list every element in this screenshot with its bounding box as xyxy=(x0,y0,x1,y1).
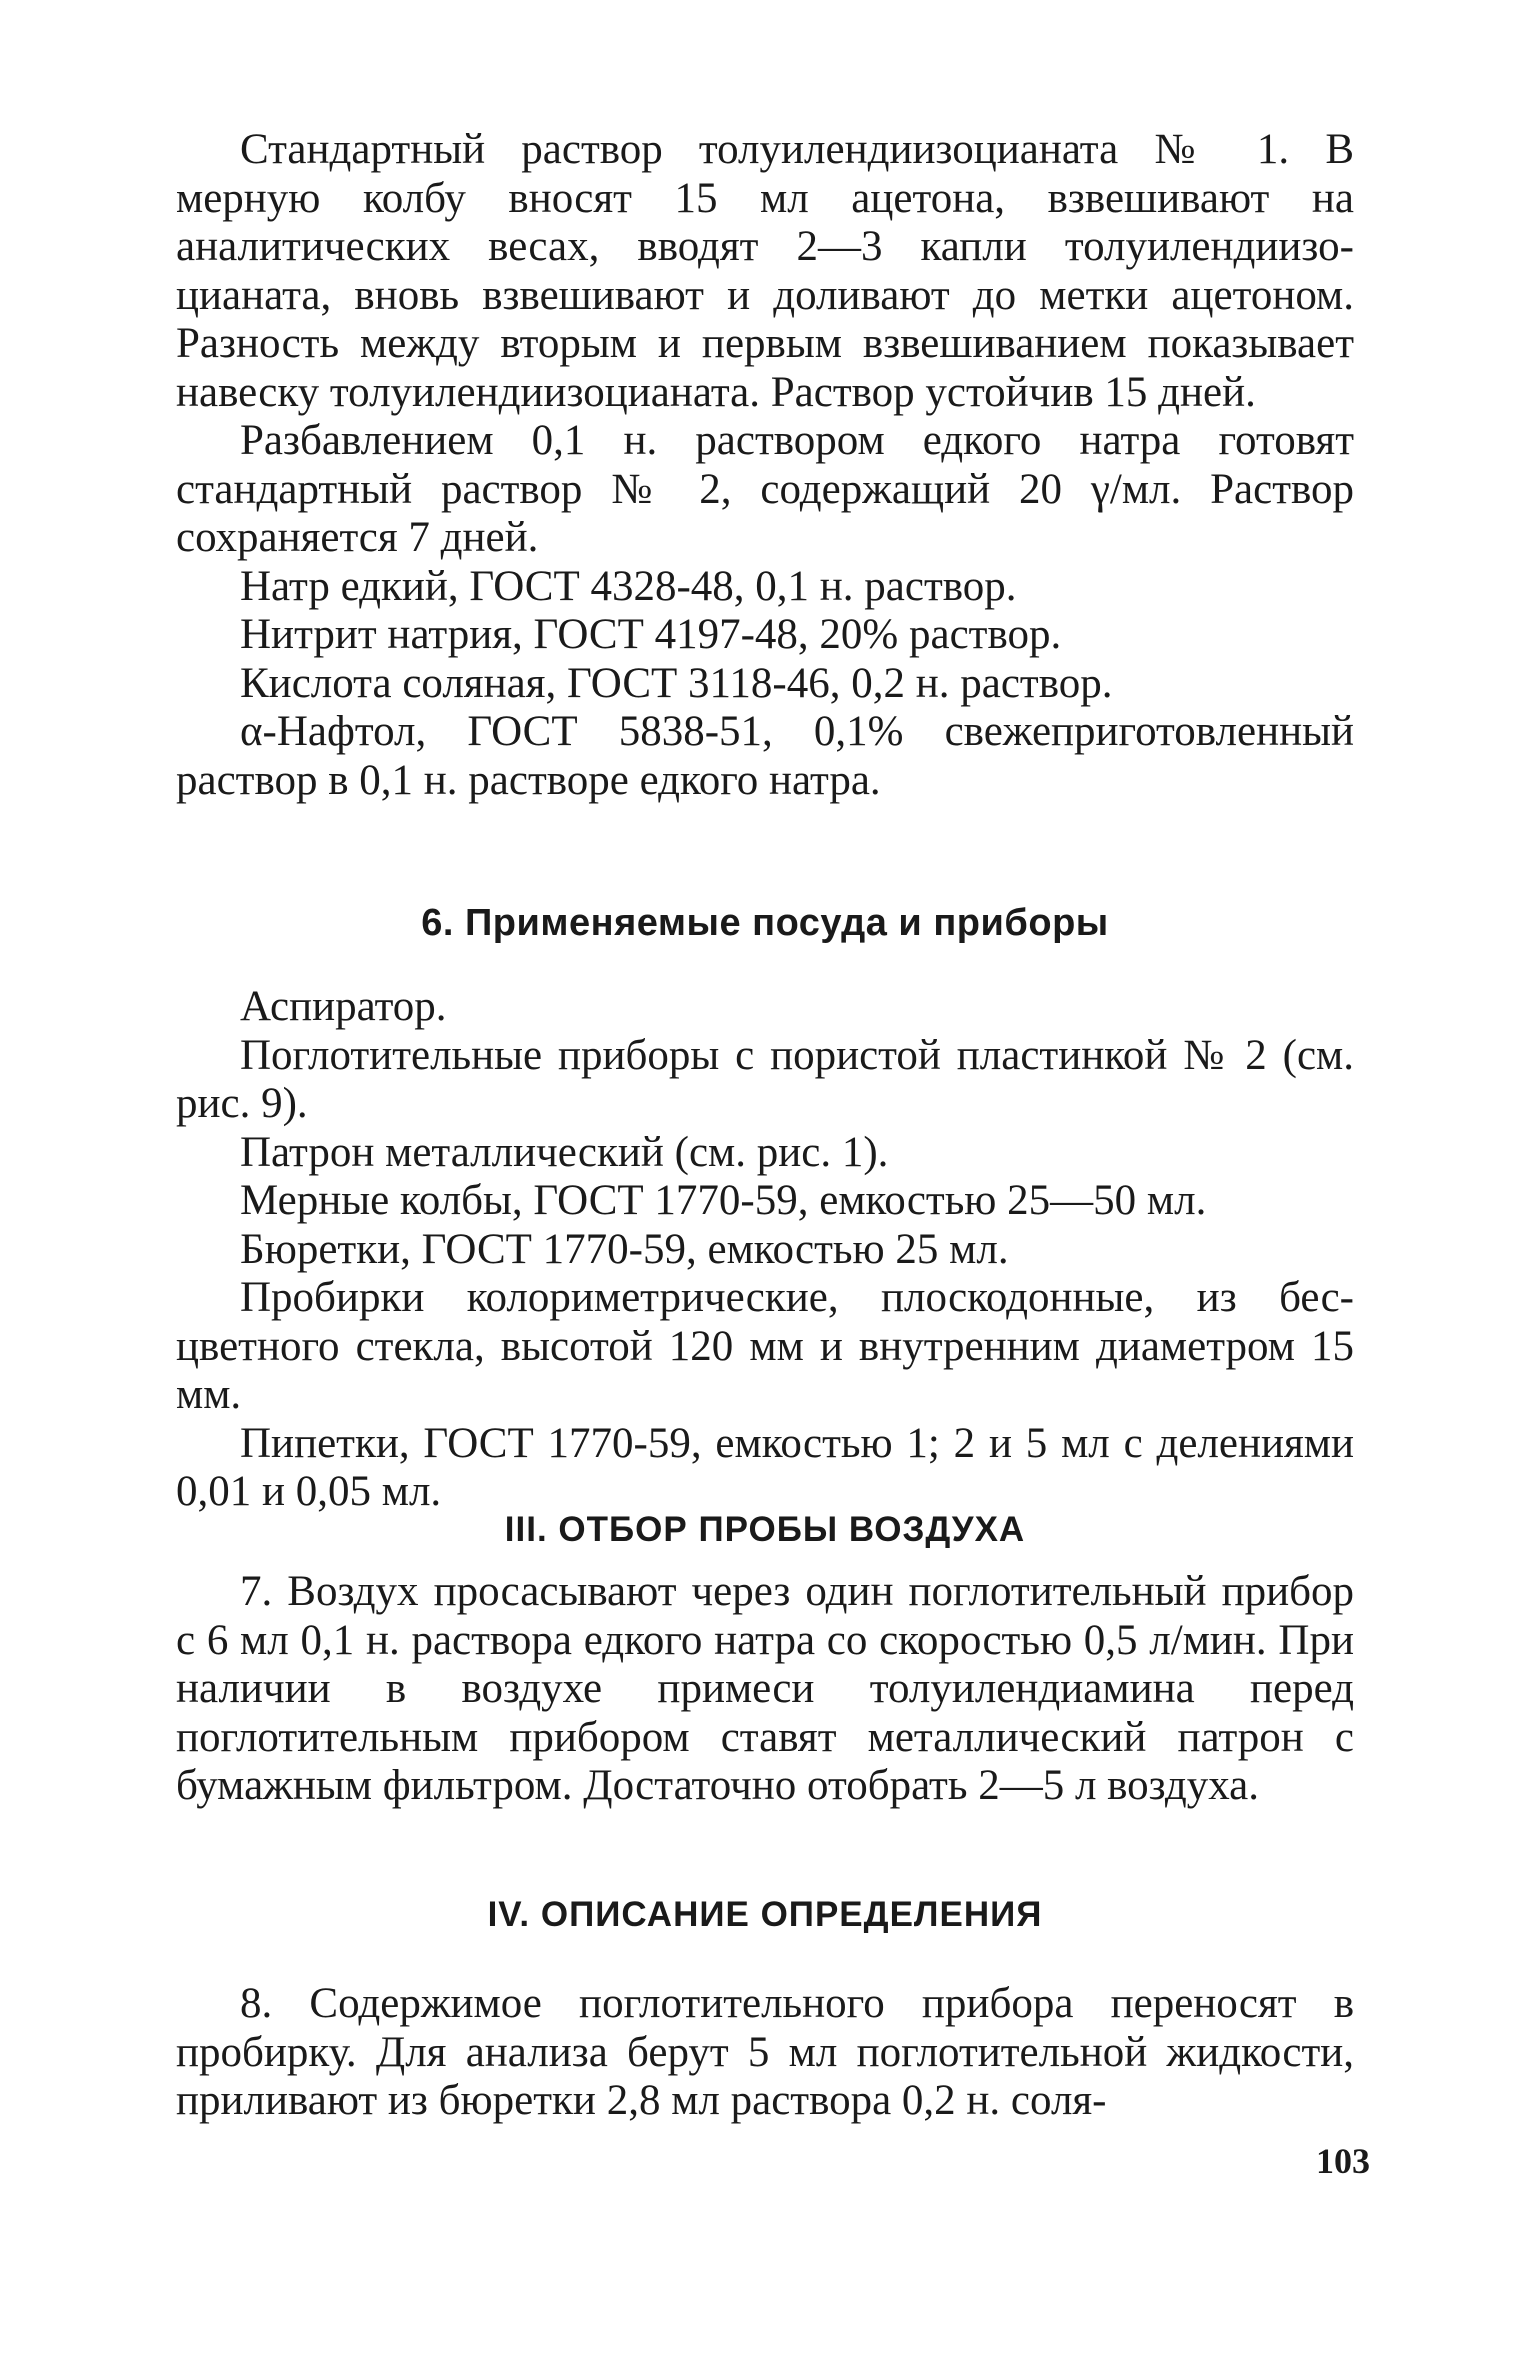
equipment-item: Пробирки колориметрические, плоскодонные, из бесцветного стекла, высотой 120 мм и внутренним диаметром 15 мм. xyxy=(176,1274,1354,1418)
equipment-item: Мерные колбы, ГОСТ 1770-59, емкостью 25—50 мл. xyxy=(240,1177,1207,1224)
reagent-alpha-naphthol: α-Нафтол, ГОСТ 5838-51, 0,1% свежеприготовленный раствор в 0,1 н. растворе едкого натра. xyxy=(176,708,1354,804)
equipment-list xyxy=(176,983,1354,1517)
paragraph-standard-solution-1: Стандартный раствор толуилендиизоцианата № 1. В мерную колбу вносят 15 мл ацетона, взвешивают на аналитических весах, вводят 2—3 капли толуилендиизоцианата, вновь взвешивают и доливают до метки ацетоном. Разность между вторым и первым взвешиванием показывает навеску толуилендиизоцианата. Раствор устойчив 15 дней. xyxy=(176,126,1354,416)
equipment-item: Патрон металлический (см. рис. 1). xyxy=(240,1128,889,1176)
section-3-body xyxy=(176,1568,1354,1811)
reagent-sodium-nitrite: Нитрит натрия, ГОСТ 4197-48, 20% раствор. xyxy=(240,611,1062,658)
section-4-heading-wrap xyxy=(176,1895,1354,1935)
reagent-sodium-hydroxide: Натр едкий, ГОСТ 4328-48, 0,1 н. раствор. xyxy=(240,562,1017,610)
paragraph-determination: 8. Содержимое поглотительного прибора переносят в пробирку. Для анализа берут 5 мл поглотительной жидкости, приливают из бюретки 2,8 мл раствора 0,2 н. соля- xyxy=(176,1980,1354,2124)
section-6-heading: 6. Применяемые посуда и приборы xyxy=(421,902,1109,944)
section-4-body xyxy=(176,1980,1354,2126)
intro-block xyxy=(176,126,1354,805)
equipment-item: Пипетки, ГОСТ 1770-59, емкостью 1; 2 и 5 мл с делениями 0,01 и 0,05 мл. xyxy=(176,1419,1354,1515)
section-4-heading: IV. ОПИСАНИЕ ОПРЕДЕЛЕНИЯ xyxy=(487,1895,1043,1934)
section-3-heading-wrap xyxy=(176,1510,1354,1550)
paragraph-air-sampling: 7. Воздух просасывают через один поглотительный прибор с 6 мл 0,1 н. раствора едкого натра со скоростью 0,5 л/мин. При наличии в воздухе примеси толуилендиамина перед поглотительным прибором ставят металлический патрон с бумажным фильтром. Достаточно отобрать 2—5 л воздуха. xyxy=(176,1568,1354,1809)
paragraph-standard-solution-2: Разбавлением 0,1 н. раствором едкого натра готовят стандартный раствор № 2, содержащий 20 γ/мл. Раствор сохраняется 7 дней. xyxy=(176,417,1354,561)
section-6-heading-wrap xyxy=(176,902,1354,945)
equipment-item: Бюретки, ГОСТ 1770-59, емкостью 25 мл. xyxy=(240,1225,1009,1273)
equipment-item: Аспиратор. xyxy=(240,983,447,1030)
equipment-item: Поглотительные приборы с пористой пластинкой № 2 (см. рис. 9). xyxy=(176,1031,1354,1127)
reagent-hydrochloric-acid: Кислота соляная, ГОСТ 3118-46, 0,2 н. раствор. xyxy=(240,659,1113,707)
section-3-heading: III. ОТБОР ПРОБЫ ВОЗДУХА xyxy=(504,1510,1026,1549)
page-number: 103 xyxy=(1316,2141,1370,2181)
